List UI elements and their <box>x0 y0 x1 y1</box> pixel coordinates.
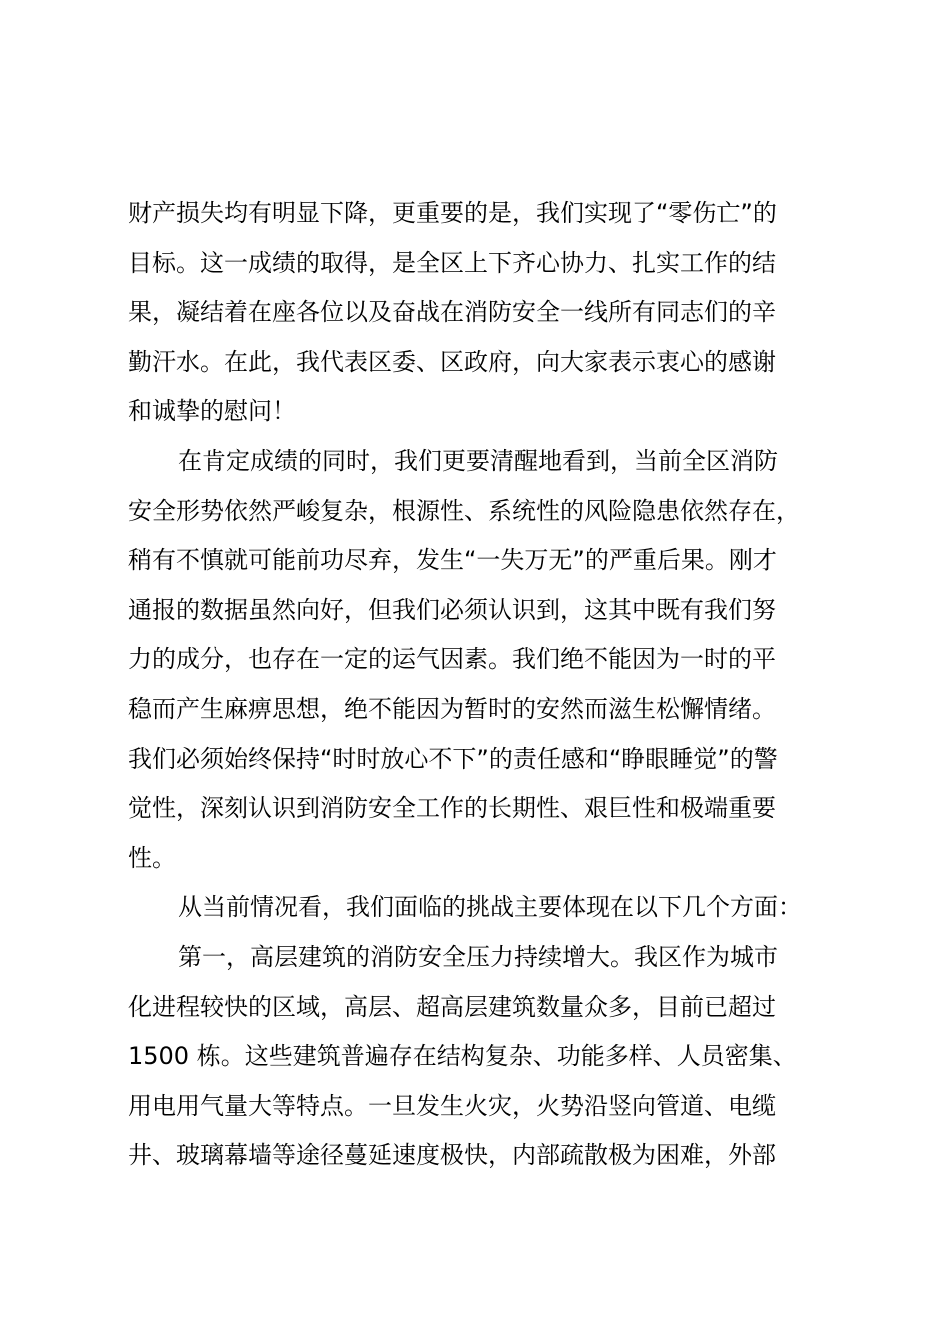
text-line: 通报的数据虽然向好，但我们必须认识到，这其中既有我们努 <box>128 595 776 624</box>
text-line: 第一，高层建筑的消防安全压力持续增大。我区作为城市 <box>178 942 778 971</box>
text-line: 化进程较快的区域，高层、超高层建筑数量众多，目前已超过 <box>128 992 776 1021</box>
text-line: 我们必须始终保持“时时放心不下”的责任感和“睁眼睡觉”的警 <box>128 744 778 773</box>
text-line: 勤汗水。在此，我代表区委、区政府，向大家表示衷心的感谢 <box>128 347 776 376</box>
text-line: 从当前情况看，我们面临的挑战主要体现在以下几个方面： <box>178 893 802 922</box>
text-line: 性。 <box>128 843 176 872</box>
text-line: 在肯定成绩的同时，我们更要清醒地看到，当前全区消防 <box>178 446 778 475</box>
document-body <box>128 189 848 1181</box>
text-line: 果，凝结着在座各位以及奋战在消防安全一线所有同志们的辛 <box>128 298 776 327</box>
text-line: 力的成分，也存在一定的运气因素。我们绝不能因为一时的平 <box>128 645 776 674</box>
text-line: 目标。这一成绩的取得，是全区上下齐心协力、扎实工作的结 <box>128 248 776 277</box>
text-line: 安全形势依然严峻复杂，根源性、系统性的风险隐患依然存在， <box>128 496 800 525</box>
text-line: 和诚挚的慰问！ <box>128 397 296 426</box>
text-line: 稍有不慎就可能前功尽弃，发生“一失万无”的严重后果。刚才 <box>128 546 777 575</box>
text-line: 稳而产生麻痹思想，绝不能因为暂时的安然而滋生松懈情绪。 <box>128 694 776 723</box>
text-line: 觉性，深刻认识到消防安全工作的长期性、艰巨性和极端重要 <box>128 794 776 823</box>
text-line: 财产损失均有明显下降，更重要的是，我们实现了“零伤亡”的 <box>128 199 777 227</box>
text-line: 井、玻璃幕墙等途径蔓延速度极快，内部疏散极为困难，外部 <box>128 1141 776 1170</box>
text-line: 1500 栋。这些建筑普遍存在结构复杂、功能多样、人员密集、 <box>128 1042 797 1071</box>
text-line: 用电用气量大等特点。一旦发生火灾，火势沿竖向管道、电缆 <box>128 1091 776 1120</box>
